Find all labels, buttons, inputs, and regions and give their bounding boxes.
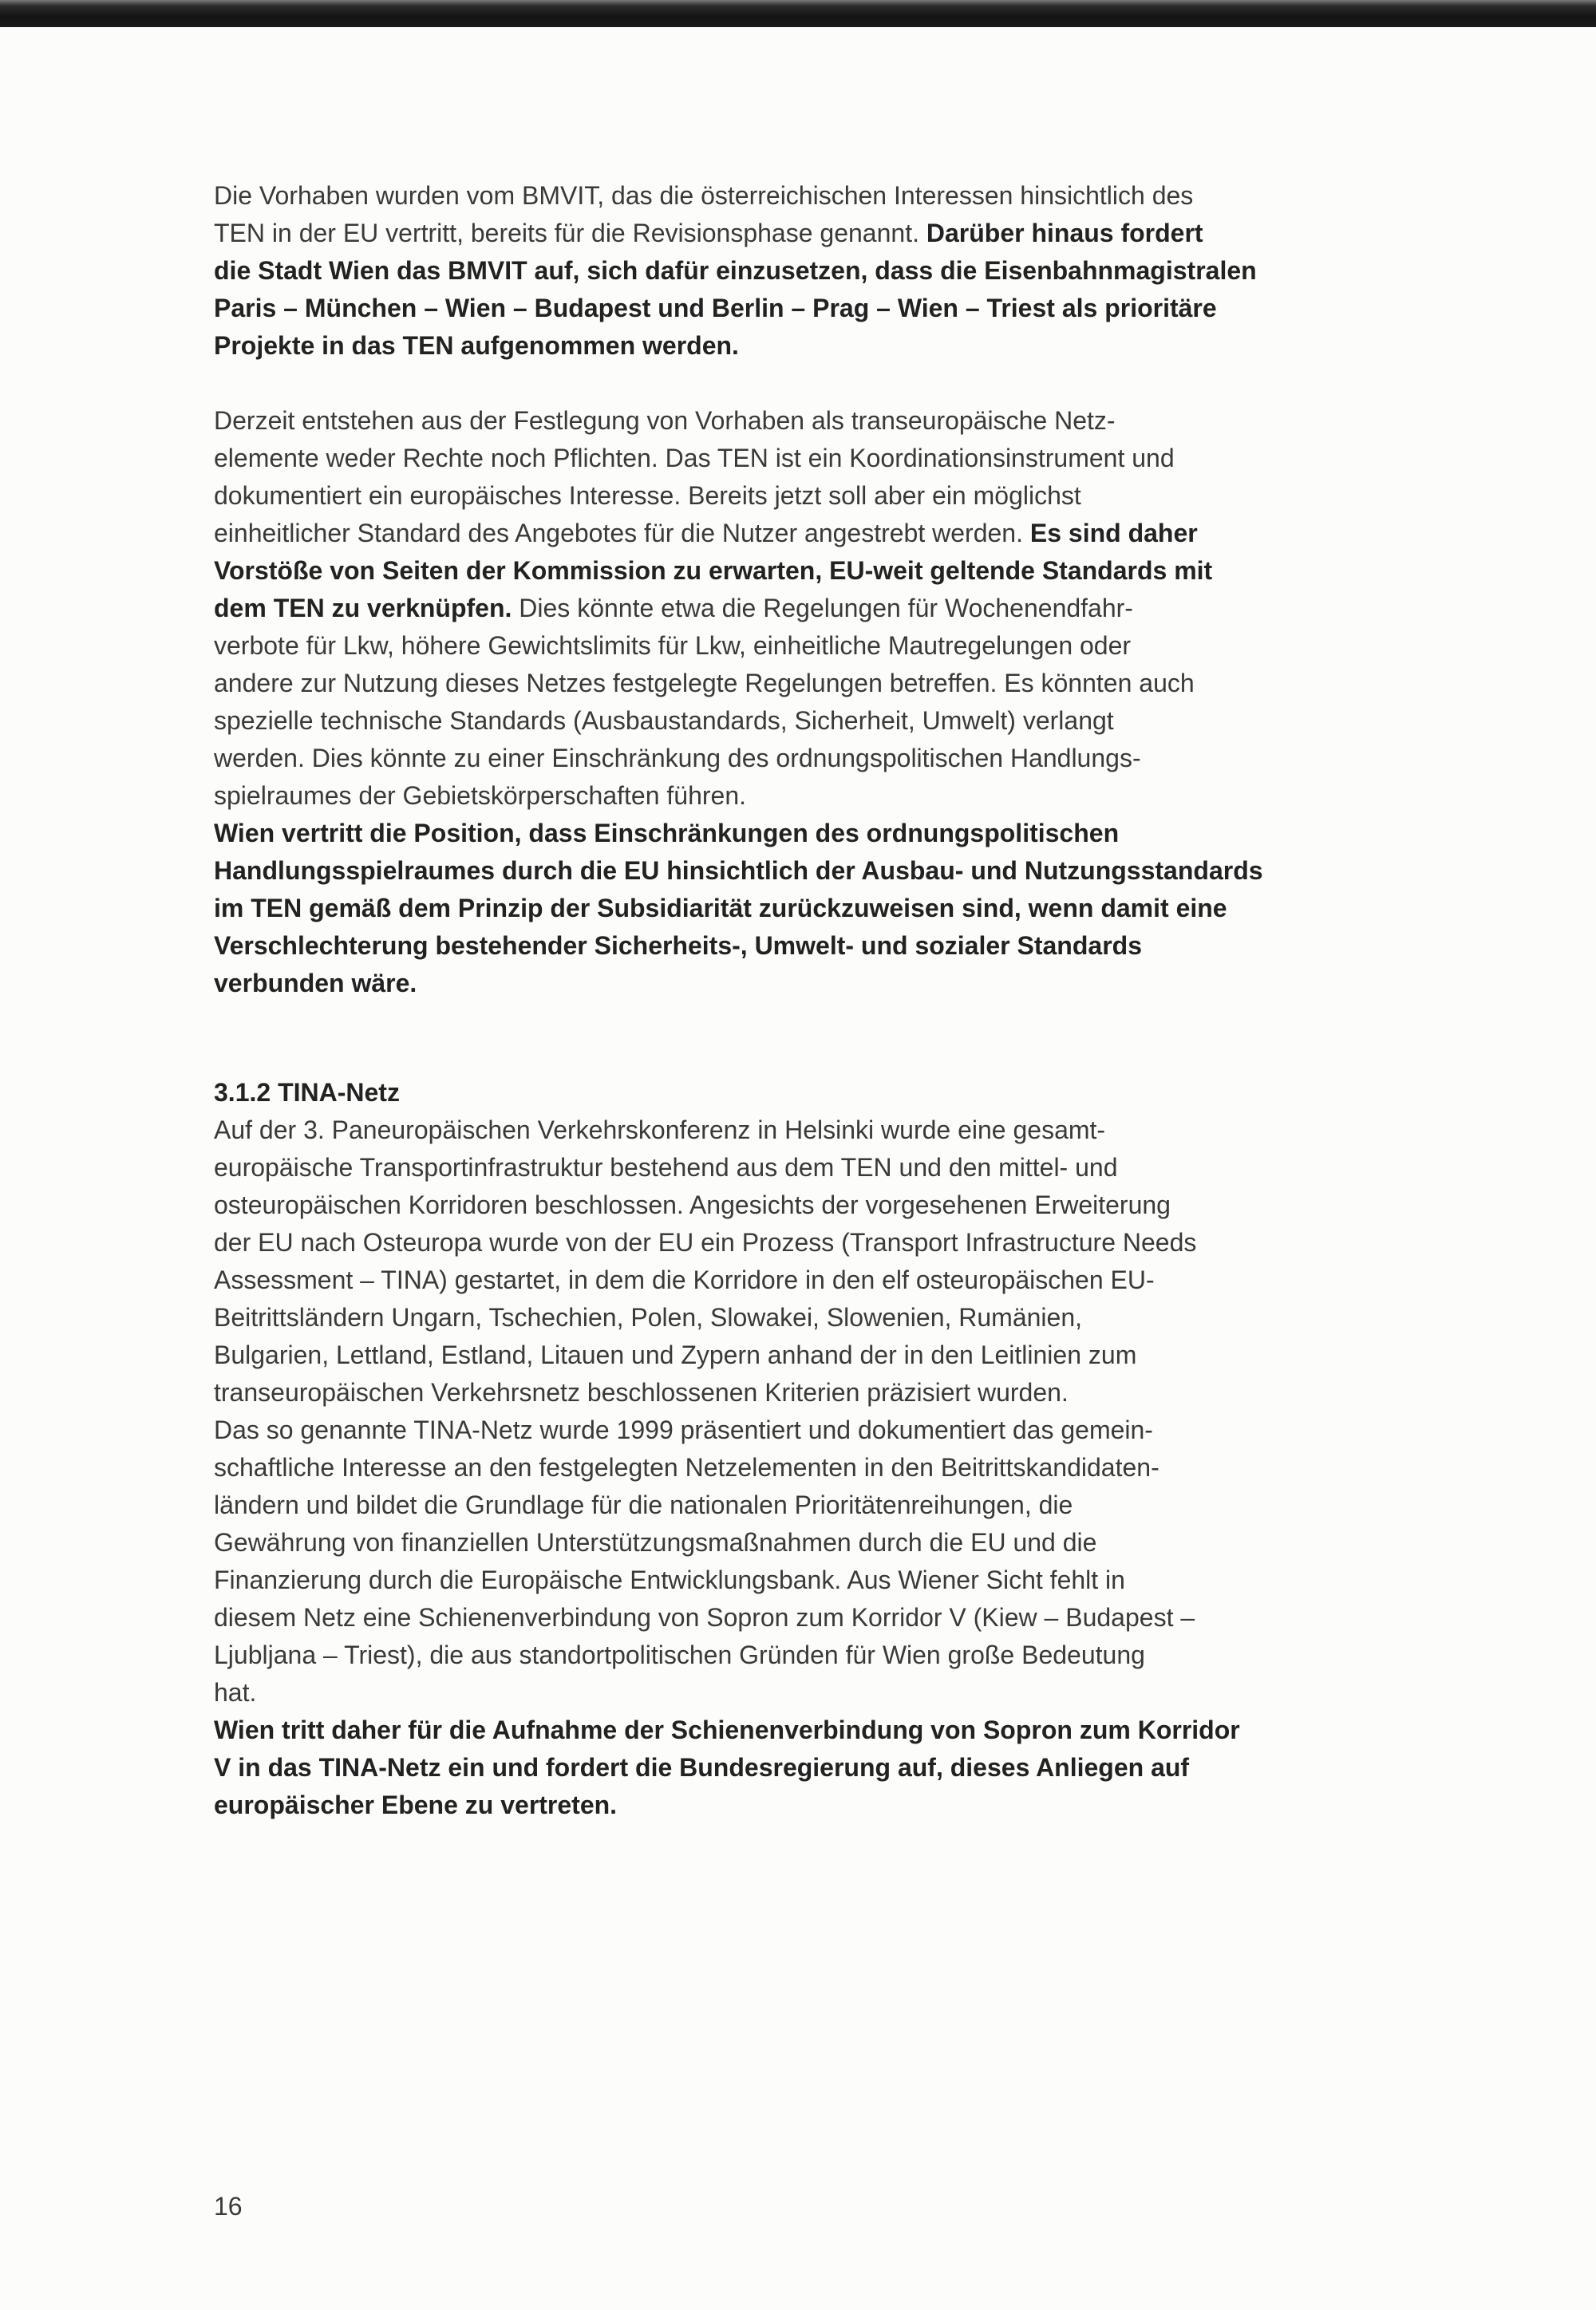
paragraph-ten-standards [214,402,1387,1002]
heading-text: 3.1.2 TINA-Netz [214,1078,400,1107]
text-run: Auf der 3. Paneuropäischen Verkehrskonferenz in Helsinki wurde eine gesamt- europäische Transportinfrastruktur bestehend aus dem TEN und den mittel- und osteuropäischen Korridoren beschlossen. Angesichts der vorgesehenen Erweiterung der EU nach Osteuropa wurde von der EU ein Prozess (Transport Infrastructure Needs Assessment – TINA) gestartet, in dem die Korridore in den elf osteuropäischen EU- Beitrittsländern Ungarn, Tschechien, Polen, Slowakei, Slowenien, Rumänien, Bulgarien, Lettland, Estland, Litauen und Zypern anhand der in den Leitlinien zum transeuropäischen Verkehrsnetz beschlossenen Kriterien präzisiert wurden. Das so genannte TINA-Netz wurde 1999 präsentiert und dokumentiert das gemein- schaftliche Interesse an den festgelegten Netzelementen in den Beitrittskandidaten- ländern und bildet die Grundlage für die nationalen Prioritätenreihungen, die Gewährung von finanziellen Unterstützungsmaßnahmen durch die EU und die Finanzierung durch die Europäische Entwicklungsbank. Aus Wiener Sicht fehlt in diesem Netz eine Schienenverbindung von Sopron zum Korridor V (Kiew – Budapest – Ljubljana – Triest), die aus standortpolitischen Gründen für Wien große Bedeutung hat. [214,1116,1197,1707]
scan-top-edge-artifact [0,0,1596,27]
text-run: Derzeit entstehen aus der Festlegung von Vorhaben als transeuropäische Netz- elemente weder Rechte noch Pflichten. Das TEN ist ein Koordinationsinstrument und dokumentiert ein europäisches Interesse. Bereits jetzt soll aber ein möglichst einheitlicher Standard des Angebotes für die Nutzer angestrebt werden. [214,406,1175,547]
text-run-bold: Wien tritt daher für die Aufnahme der Schienenverbindung von Sopron zum Korridor V in das TINA-Netz ein und fordert die Bundesregierung auf, dieses Anliegen auf europäischer Ebene zu vertreten. [214,1716,1240,1819]
paragraph-ten-revision [214,177,1387,365]
text-run: Dies könnte etwa die Regelungen für Wochenendfahr- verbote für Lkw, höhere Gewichtslimits für Lkw, einheitliche Mautregelungen oder andere zur Nutzung dieses Netzes festgelegte Regelungen betreffen. Es könnten auch spezielle technische Standards (Ausbaustandards, Sicherheit, Umwelt) verlangt werden. Dies könnte zu einer Einschränkung des ordnungspolitischen Handlungs- spielraumes der Gebietskörperschaften führen. [214,594,1195,810]
text-run-bold: Es sind daher Vorstöße von Seiten der Kommission zu erwarten, EU-weit geltende Standards mit dem TEN zu verknüpfen. [214,519,1213,622]
section-heading-tina-netz [214,1074,1387,1112]
paragraph-tina-netz [214,1112,1387,1824]
text-run-bold: Wien vertritt die Position, dass Einschränkungen des ordnungspolitischen Handlungsspielraumes durch die EU hinsichtlich der Ausbau- und Nutzungsstandards im TEN gemäß dem Prinzip der Subsidiarität zurückzuweisen sind, wenn damit eine Verschlechterung bestehender Sicherheits-, Umwelt- und sozialer Standards verbunden wäre. [214,819,1263,997]
page-number: 16 [214,2192,243,2221]
page-content [214,177,1387,1824]
text-run: Die Vorhaben wurden vom BMVIT, das die österreichischen Interessen hinsichtlich des TEN in der EU vertritt, bereits für die Revisionsphase genannt. [214,181,1194,247]
text-run-bold: Darüber hinaus fordert die Stadt Wien das BMVIT auf, sich dafür einzusetzen, dass die Eisenbahnmagistralen Paris – München – Wien – Budapest und Berlin – Prag – Wien – Triest als prioritäre Projekte in das TEN aufgenommen werden. [214,219,1257,360]
